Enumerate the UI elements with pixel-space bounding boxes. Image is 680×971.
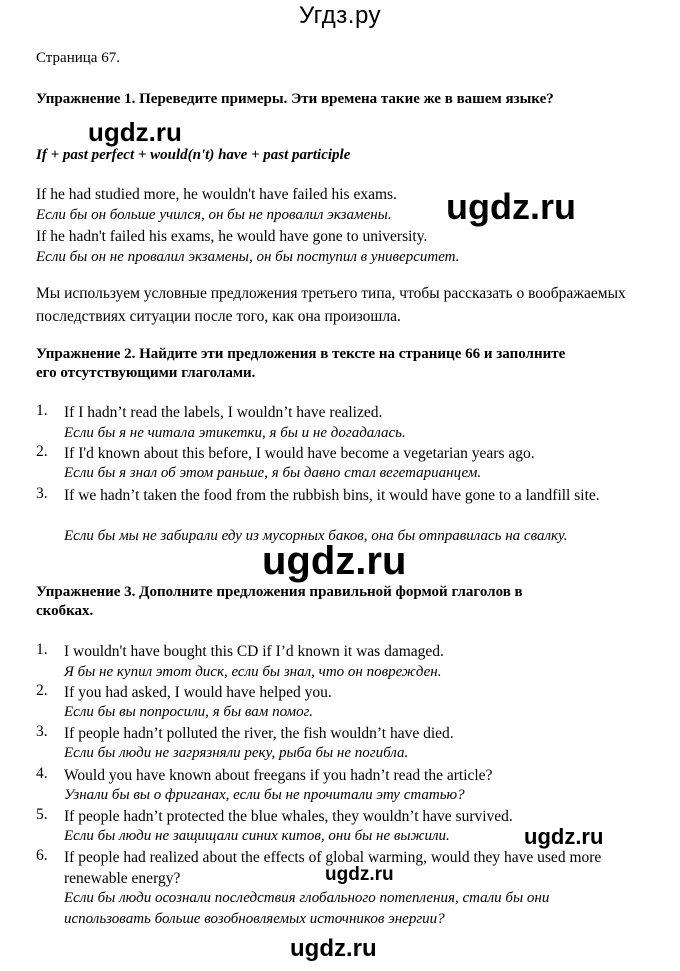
item-number: 1. — [36, 402, 48, 419]
exercise-2-item-ru: Если бы я не читала этикетки, я бы и не догадалась. — [64, 425, 406, 441]
item-number: 2. — [36, 682, 48, 699]
exercise-2-heading: Упражнение 2. Найдите эти предложения в тексте на странице 66 и заполните его отсутствующими глаголами. — [36, 346, 566, 381]
exercise-3-heading: Упражнение 3. Дополните предложения правильной формой глаголов в скобках. — [36, 584, 523, 619]
exercise-3-item-en: If you had asked, I would have helped you. — [64, 684, 332, 701]
item-number: 6. — [36, 847, 48, 864]
exercise-3-item-ru: Если бы вы попросили, я бы вам помог. — [64, 704, 313, 720]
watermark: ugdz.ru — [88, 117, 182, 147]
page-label: Страница 67. — [36, 50, 120, 66]
item-number: 3. — [36, 485, 48, 502]
exercise-3-item-ru: Узнали бы вы о фриганах, если бы не прочитали эту статью? — [64, 787, 465, 803]
exercise-3-item-en: I wouldn't have bought this CD if I’d known it was damaged. — [64, 643, 444, 660]
exercise-2-item-en: If we hadn’t taken the food from the rubbish bins, it would have gone to a landfill site. — [64, 487, 600, 504]
exercise-3-item-ru: Если бы люди не загрязняли реку, рыба бы не погибла. — [64, 745, 409, 761]
item-number: 3. — [36, 723, 48, 740]
exercise-1-note: Мы используем условные предложения третьего типа, чтобы рассказать о воображаемых последствиях ситуации после того, как она произошла. — [36, 285, 626, 325]
exercise-3-item-en: If people hadn’t polluted the river, the fish wouldn’t have died. — [64, 725, 454, 742]
exercise-3-item-ru: Если бы люди осознали последствия глобального потепления, стали бы они использовать больше возобновляемых источников энергии? — [64, 890, 550, 927]
exercise-3-item-en: If people had realized about the effects of global warming, would they have used more renewable energy? — [64, 849, 602, 887]
watermark: ugdz.ru — [325, 864, 394, 885]
exercise-2-item-ru: Если бы я знал об этом раньше, я бы давно стал вегетарианцем. — [64, 465, 482, 481]
exercise-1-example-en: If he had studied more, he wouldn't have failed his exams. — [36, 186, 397, 203]
exercise-1-example-ru: Если бы он не провалил экзамены, он бы поступил в университет. — [36, 249, 460, 265]
exercise-3-item-en: Would you have known about freegans if you hadn’t read the article? — [64, 767, 493, 784]
watermark: ugdz.ru — [446, 186, 576, 227]
exercise-1-example-en: If he hadn't failed his exams, he would have gone to university. — [36, 228, 428, 245]
watermark: ugdz.ru — [290, 935, 377, 962]
item-number: 1. — [36, 641, 48, 658]
exercise-2-item-ru: Если бы мы не забирали еду из мусорных баков, она бы отправилась на свалку. — [64, 528, 568, 544]
watermark: ugdz.ru — [262, 539, 407, 583]
exercise-1-heading: Упражнение 1. Переведите примеры. Эти времена такие же в вашем языке? — [36, 91, 554, 107]
site-title: Угдз.ру — [298, 2, 382, 29]
item-number: 2. — [36, 443, 48, 460]
exercise-3-item-ru: Если бы люди не защищали синих китов, они бы не выжили. — [64, 828, 450, 844]
exercise-3-item-en: If people hadn’t protected the blue whales, they wouldn’t have survived. — [64, 808, 513, 825]
exercise-1-formula: If + past perfect + would(n't) have + past participle — [36, 147, 351, 163]
item-number: 4. — [36, 765, 48, 782]
exercise-1-example-ru: Если бы он больше учился, он бы не провалил экзамены. — [36, 207, 392, 223]
exercise-2-item-en: If I hadn’t read the labels, I wouldn’t have realized. — [64, 404, 383, 421]
item-number: 5. — [36, 806, 48, 823]
exercise-2-item-en: If I'd known about this before, I would have become a vegetarian years ago. — [64, 445, 535, 462]
exercise-3-item-ru: Я бы не купил этот диск, если бы знал, что он поврежден. — [64, 664, 442, 680]
watermark: ugdz.ru — [524, 824, 604, 849]
